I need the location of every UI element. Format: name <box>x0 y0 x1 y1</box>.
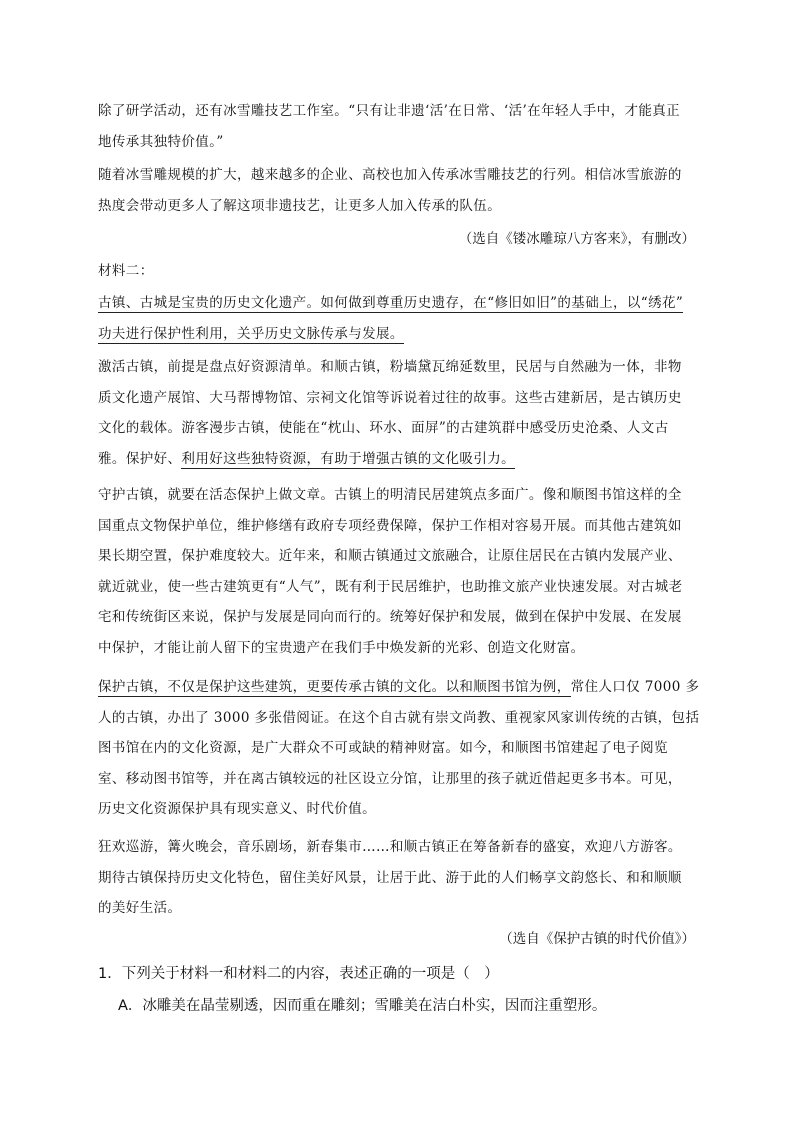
text-span: 保护好、 <box>125 450 182 467</box>
material-two-paragraph-3 <box>98 480 694 663</box>
underlined-text: 保护古镇，不仅是保护这些建筑，更要传承古镇的文化。以和顺图书馆为例， <box>98 679 571 695</box>
text-line: 历史文化资源保护具有现实意义、时代价值。 <box>98 801 376 817</box>
text-line: 人的古镇，办出了 3000 多张借阅证。在这个自古就有崇文尚教、重视家风家训传统的古镇，包括 <box>98 709 700 726</box>
text-line: 期待古镇保持历史文化特色，留住美好风景，让居于此、游于此的人们畅享文韵悠长、和和顺顺 <box>98 869 682 886</box>
material-one-source: （选自《镂冰雕琼八方客来》，有删改） <box>458 231 695 247</box>
material-two-paragraph-4 <box>98 672 700 825</box>
material-two-paragraph-2 <box>98 352 694 474</box>
text-line: 果长期空置，保护难度较大。近年来，和顺古镇通过文旅融合，让原住居民在古镇内发展产业、 <box>98 548 682 564</box>
text-line: 国重点文物保护单位，维护修缮有政府专项经费保障，保护工作相对容易开展。而其他古建筑如 <box>98 517 682 534</box>
section-label: 材料二： <box>98 263 154 279</box>
underlined-text: 利用好这些独特资源，有助于增强古镇的文化吸引力。 <box>181 450 516 467</box>
text-line: 宅和传统街区来说，保护与发展是同向而行的。统筹好保护和发展，做到在保护中发展、在发展 <box>98 609 682 625</box>
text-line: 雅。保护好、利用好这些独特资源，有助于增强古镇的文化吸引力。 <box>98 450 516 467</box>
text-line: 狂欢巡游，篝火晚会，音乐剧场，新春集市……和顺古镇正在筹备新春的盛宴，欢迎八方游客。 <box>98 839 682 855</box>
material-two-paragraph-5 <box>98 832 694 924</box>
text-line: 守护古镇，就要在活态保护上做文章。古镇上的明清民居建筑点多面广。像和顺图书馆这样的全 <box>98 487 682 503</box>
material-two-label <box>98 256 694 287</box>
text-line: 热度会带动更多人了解这项非遗技艺，让更多人加入传承的队伍。 <box>98 197 502 214</box>
text-line: 就近就业，使一些古建筑更有“人气”，既有利于民居维护，也助推文旅产业快速发展。对古城老 <box>98 578 683 595</box>
text-span: 常住人口仅 7000 多 <box>570 679 700 695</box>
text-line: 的美好生活。 <box>98 900 182 916</box>
material-one-paragraph-2 <box>98 160 694 221</box>
text-line: 除了研学活动，还有冰雪雕技艺工作室。“只有让非遗‘活’在日常、‘活’在年轻人手中，才能真正 <box>98 103 681 119</box>
text-line: 随着冰雪雕规模的扩大，越来越多的企业、高校也加入传承冰雪雕技艺的行列。相信冰雪旅游的 <box>98 167 682 183</box>
text-line: 激活古镇，前提是盘点好资源清单。和顺古镇，粉墙黛瓦绵延数里，民居与自然融为一体，非物 <box>98 359 682 375</box>
question-stem: 1．下列关于材料一和材料二的内容，表述正确的一项是（ ） <box>98 966 499 982</box>
text-line: 室、移动图书馆等，并在离古镇较远的社区设立分馆，让那里的孩子就近借起更多书本。可见， <box>98 770 682 787</box>
text-line: 文化的载体。游客漫步古镇，使能在“枕山、环水、面屏”的古建筑群中感受历史沧桑、人文古 <box>98 420 669 436</box>
text-line: 图书馆在内的文化资源，是广大群众不可或缺的精神财富。如今，和顺图书馆建起了电子阅览 <box>98 740 668 756</box>
question-option-a: A．冰雕美在晶莹剔透，因而重在雕刻；雪雕美在洁白朴实，因而注重塑形。 <box>118 998 607 1014</box>
material-two-paragraph-1 <box>98 288 694 349</box>
underlined-text: 功夫进行保护性利用，关乎历史文脉传承与发展。 <box>98 325 404 342</box>
text-line: 质文化遗产展馆、大马帮博物馆、宗祠文化馆等诉说着过往的故事。这些古建新居，是古镇历史 <box>98 389 682 406</box>
material-two-source: （选自《保护古镇的时代价值》） <box>499 931 695 947</box>
underlined-text: 古镇、古城是宝贵的历史文化遗产。如何做到尊重历史遗存，在“修旧如旧”的基础上，以“绣花” <box>98 295 684 311</box>
material-one-paragraph-1 <box>98 96 694 157</box>
text-line: 中保护，才能让前人留下的宝贵遗产在我们手中焕发新的光彩、创造文化财富。 <box>98 639 585 656</box>
text-line: 地传承其独特价值。” <box>98 133 224 150</box>
